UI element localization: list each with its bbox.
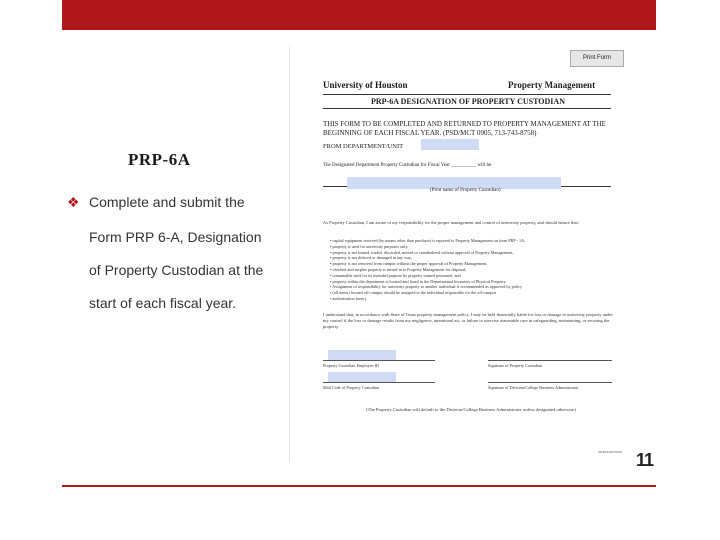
bottom-accent-rule: [62, 485, 656, 487]
list-item: • authorization form.): [330, 296, 612, 302]
employee-id-input[interactable]: [328, 350, 396, 360]
admin-signature-label: Signature of Division/College Business Administrator: [488, 385, 579, 390]
list-item: • property is used for university purposes only,: [330, 244, 612, 250]
form-university-name: University of Houston: [323, 80, 408, 90]
list-item: • property is not removed from campus without the proper approval of Property Management,: [330, 261, 612, 267]
form-heading: PRP-6A DESIGNATION OF PROPERTY CUSTODIAN: [371, 97, 565, 106]
mail-code-label: Mail Code of Property Custodian: [323, 385, 379, 390]
form-responsibility-list: [330, 238, 612, 302]
page-number: 11: [636, 450, 654, 470]
form-prp6a-screenshot: [289, 46, 632, 462]
list-item: • capital equipment received (by means other than purchase) is reported to Property Management on form PRP - 1A,: [330, 238, 612, 244]
print-form-button[interactable]: Print Form: [570, 50, 624, 67]
mail-code-input[interactable]: [328, 372, 396, 382]
form-instructions: THIS FORM TO BE COMPLETED AND RETURNED TO PROPERTY MANAGEMENT AT THE BEGINNING OF EACH FISCAL YEAR. (PSD/MCT 0905, 713-743-8758): [323, 120, 606, 137]
form-intro-paragraph: As Property Custodian, I am aware of my responsibility for the proper management and control of university property, and should ensure that:: [323, 220, 580, 225]
list-item: • consumable used for its intended purpose by property trained personnel, and: [330, 273, 612, 279]
form-from-department-label: FROM DEPARTMENT/UNIT: [323, 143, 404, 150]
list-item: • (all items) located off-campus should be assigned to the individual responsible for the off-campus: [330, 290, 612, 296]
bullet-text-line-3: of Property Custodian at the: [89, 262, 264, 278]
form-print-name-label: (Print name of Property Custodian): [430, 188, 501, 193]
list-item: • obsolete and surplus property is turned in to Property Management for disposal,: [330, 267, 612, 273]
signature-line: [488, 382, 612, 383]
list-item: • property within the department is located and listed in the Departmental Inventory of Physical Property.: [330, 279, 612, 285]
employee-id-label: Property Custodian Employee ID: [323, 363, 379, 368]
top-accent-bar: [62, 0, 656, 30]
form-divider: [323, 94, 611, 95]
signature-line: [488, 360, 612, 361]
form-liability-paragraph: I understand that, in accordance with State of Texas property management policy, I may be held financially liable for loss or damage to university property under my control if the loss or damage results from my negligence, intentional act, or failure to exercise reasonable care in safeguarding, maintaining, or securing the property.: [323, 312, 613, 329]
bullet-text-line-1: Complete and submit the: [89, 194, 245, 210]
form-divider: [323, 108, 611, 109]
signature-line: [323, 360, 435, 361]
diamond-bullet-icon: ❖: [67, 194, 80, 210]
form-footer-note: (The Property Custodian will default to the Division/College Business Administrator unless designated otherwise): [366, 407, 576, 412]
custodian-signature-label: Signature of Property Custodian: [488, 363, 543, 368]
bullet-text-line-2: Form PRP 6-A, Designation: [89, 229, 262, 245]
signature-line: [323, 382, 435, 383]
form-department-name: Property Management: [508, 80, 596, 90]
form-designated-text: The Designated Department Property Custodian for Fiscal Year __________ will be: [323, 163, 492, 168]
form-code: PRP6A 08/02/06: [598, 450, 622, 454]
list-item: • property is not defaced or damaged in any way,: [330, 255, 612, 261]
list-item: • Assignment of responsibility for university property to another individual is recommended as approved by policy: [330, 284, 612, 290]
list-item: • property is not loaned, traded, discarded, moved or cannibalized without approval of Property Management,: [330, 250, 612, 256]
slide-title: PRP-6A: [128, 150, 191, 169]
department-input-field[interactable]: [421, 139, 479, 150]
bullet-text-line-4: start of each fiscal year.: [89, 295, 237, 311]
